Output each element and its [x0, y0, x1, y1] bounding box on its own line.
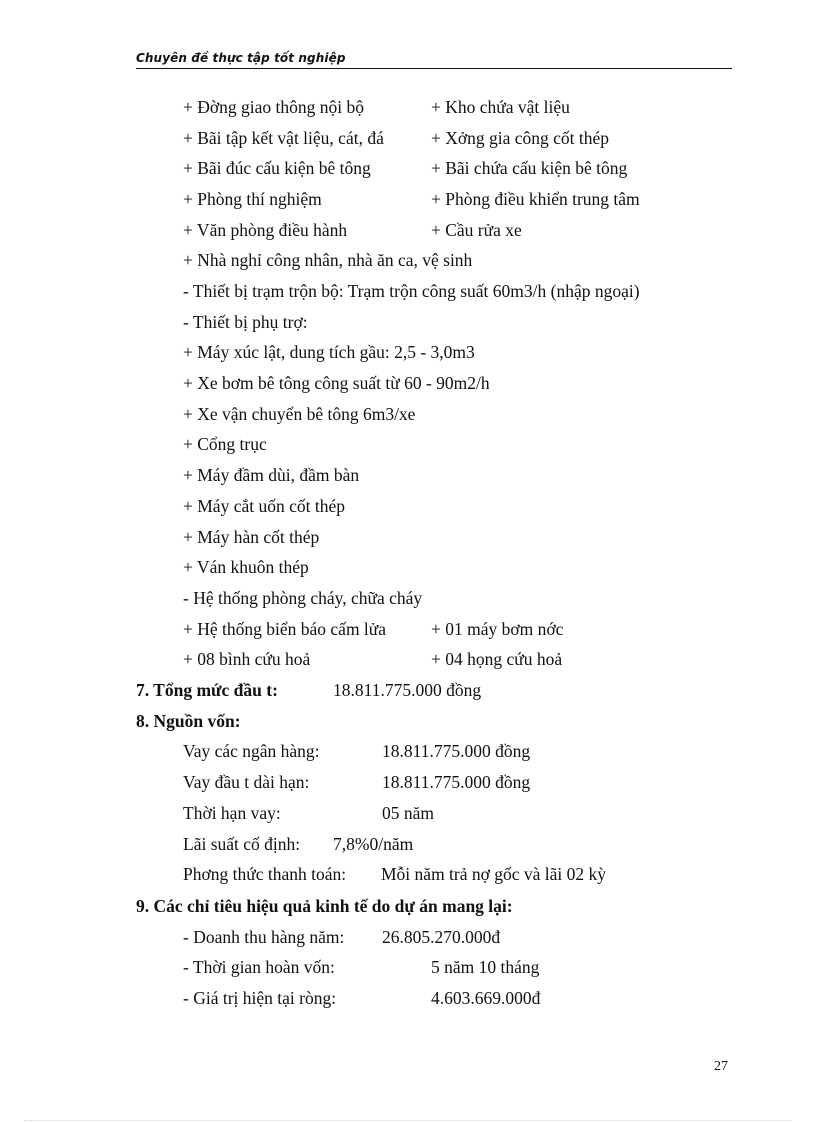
facility-left-2: + Bãi tập kết vật liệu, cát, đá	[183, 128, 384, 148]
facility-right-5: + Cầu rửa xe	[431, 220, 522, 240]
indicator-label: - Thời gian hoàn vốn:	[183, 957, 335, 977]
funding-value: 05 năm	[382, 803, 435, 823]
facility-left-5: + Văn phòng điều hành	[183, 220, 348, 240]
indicator-value: 4.603.669.000đ	[431, 988, 541, 1008]
funding-label: Vay các ngân hàng:	[183, 741, 320, 761]
indicator-label: - Giá trị hiện tại ròng:	[183, 988, 337, 1008]
section-7-value: 18.811.775.000 đồng	[333, 680, 482, 700]
list-item: + Xe vận chuyển bê tông 6m3/xe	[183, 404, 416, 424]
list-item: + Máy cắt uốn cốt thép	[183, 496, 345, 516]
funding-value: 18.811.775.000 đồng	[382, 741, 531, 761]
facility-right-4: + Phòng điều khiển trung tâm	[431, 189, 640, 209]
facility-right-1: + Kho chứa vật liệu	[431, 97, 570, 117]
list-item: + Máy xúc lật, dung tích gầu: 2,5 - 3,0m3	[183, 342, 475, 362]
header-title: Chuyên đề thực tập tốt nghiệp	[136, 51, 346, 65]
list-item: + Xe bơm bê tông công suất từ 60 - 90m2/h	[183, 373, 490, 393]
list-item: - Thiết bị phụ trợ:	[183, 312, 308, 332]
fire-left-2: + 08 bình cứu hoả	[183, 649, 311, 669]
funding-value: 7,8%0/năm	[333, 834, 414, 854]
list-item: - Hệ thống phòng cháy, chữa cháy	[183, 588, 423, 608]
funding-label: Vay đầu t dài hạn:	[183, 772, 310, 792]
list-item: + Máy hàn cốt thép	[183, 527, 320, 547]
facility-left-1: + Đờng giao thông nội bộ	[183, 97, 364, 117]
fire-right-2: + 04 họng cứu hoả	[431, 649, 563, 669]
indicator-value: 26.805.270.000đ	[382, 927, 501, 947]
facility-right-3: + Bãi chứa cấu kiện bê tông	[431, 158, 628, 178]
list-item: + Ván khuôn thép	[183, 557, 309, 577]
fire-right-1: + 01 máy bơm nớc	[431, 619, 564, 639]
page-number: 27	[714, 1059, 728, 1074]
funding-value: Mỗi năm trả nợ gốc và lãi 02 kỳ	[381, 864, 607, 884]
page-bottom-divider	[24, 1120, 792, 1121]
facility-right-2: + Xởng gia công cốt thép	[431, 128, 610, 148]
indicator-value: 5 năm 10 tháng	[431, 957, 540, 977]
list-item: + Cổng trục	[183, 434, 267, 454]
page-header	[136, 50, 732, 69]
list-item: + Nhà nghỉ công nhân, nhà ăn ca, vệ sinh	[183, 250, 473, 270]
section-7-heading: 7. Tổng mức đầu t:	[136, 680, 278, 700]
funding-label: Phơng thức thanh toán:	[183, 864, 347, 884]
funding-label: Thời hạn vay:	[183, 803, 281, 823]
facility-left-3: + Bãi đúc cấu kiện bê tông	[183, 158, 371, 178]
section-9-heading: 9. Các chỉ tiêu hiệu quả kinh tế do dự án mang lại:	[136, 896, 513, 916]
funding-label: Lãi suất cố định:	[183, 834, 301, 854]
indicator-label: - Doanh thu hàng năm:	[183, 927, 345, 947]
funding-value: 18.811.775.000 đồng	[382, 772, 531, 792]
facility-left-4: + Phòng thí nghiệm	[183, 189, 322, 209]
list-item: + Máy đầm dùi, đầm bàn	[183, 465, 360, 485]
list-item: - Thiết bị trạm trộn bộ: Trạm trộn công suất 60m3/h (nhập ngoại)	[183, 281, 640, 301]
fire-left-1: + Hệ thống biển báo cấm lửa	[183, 619, 387, 639]
section-8-heading: 8. Nguồn vốn:	[136, 711, 241, 731]
